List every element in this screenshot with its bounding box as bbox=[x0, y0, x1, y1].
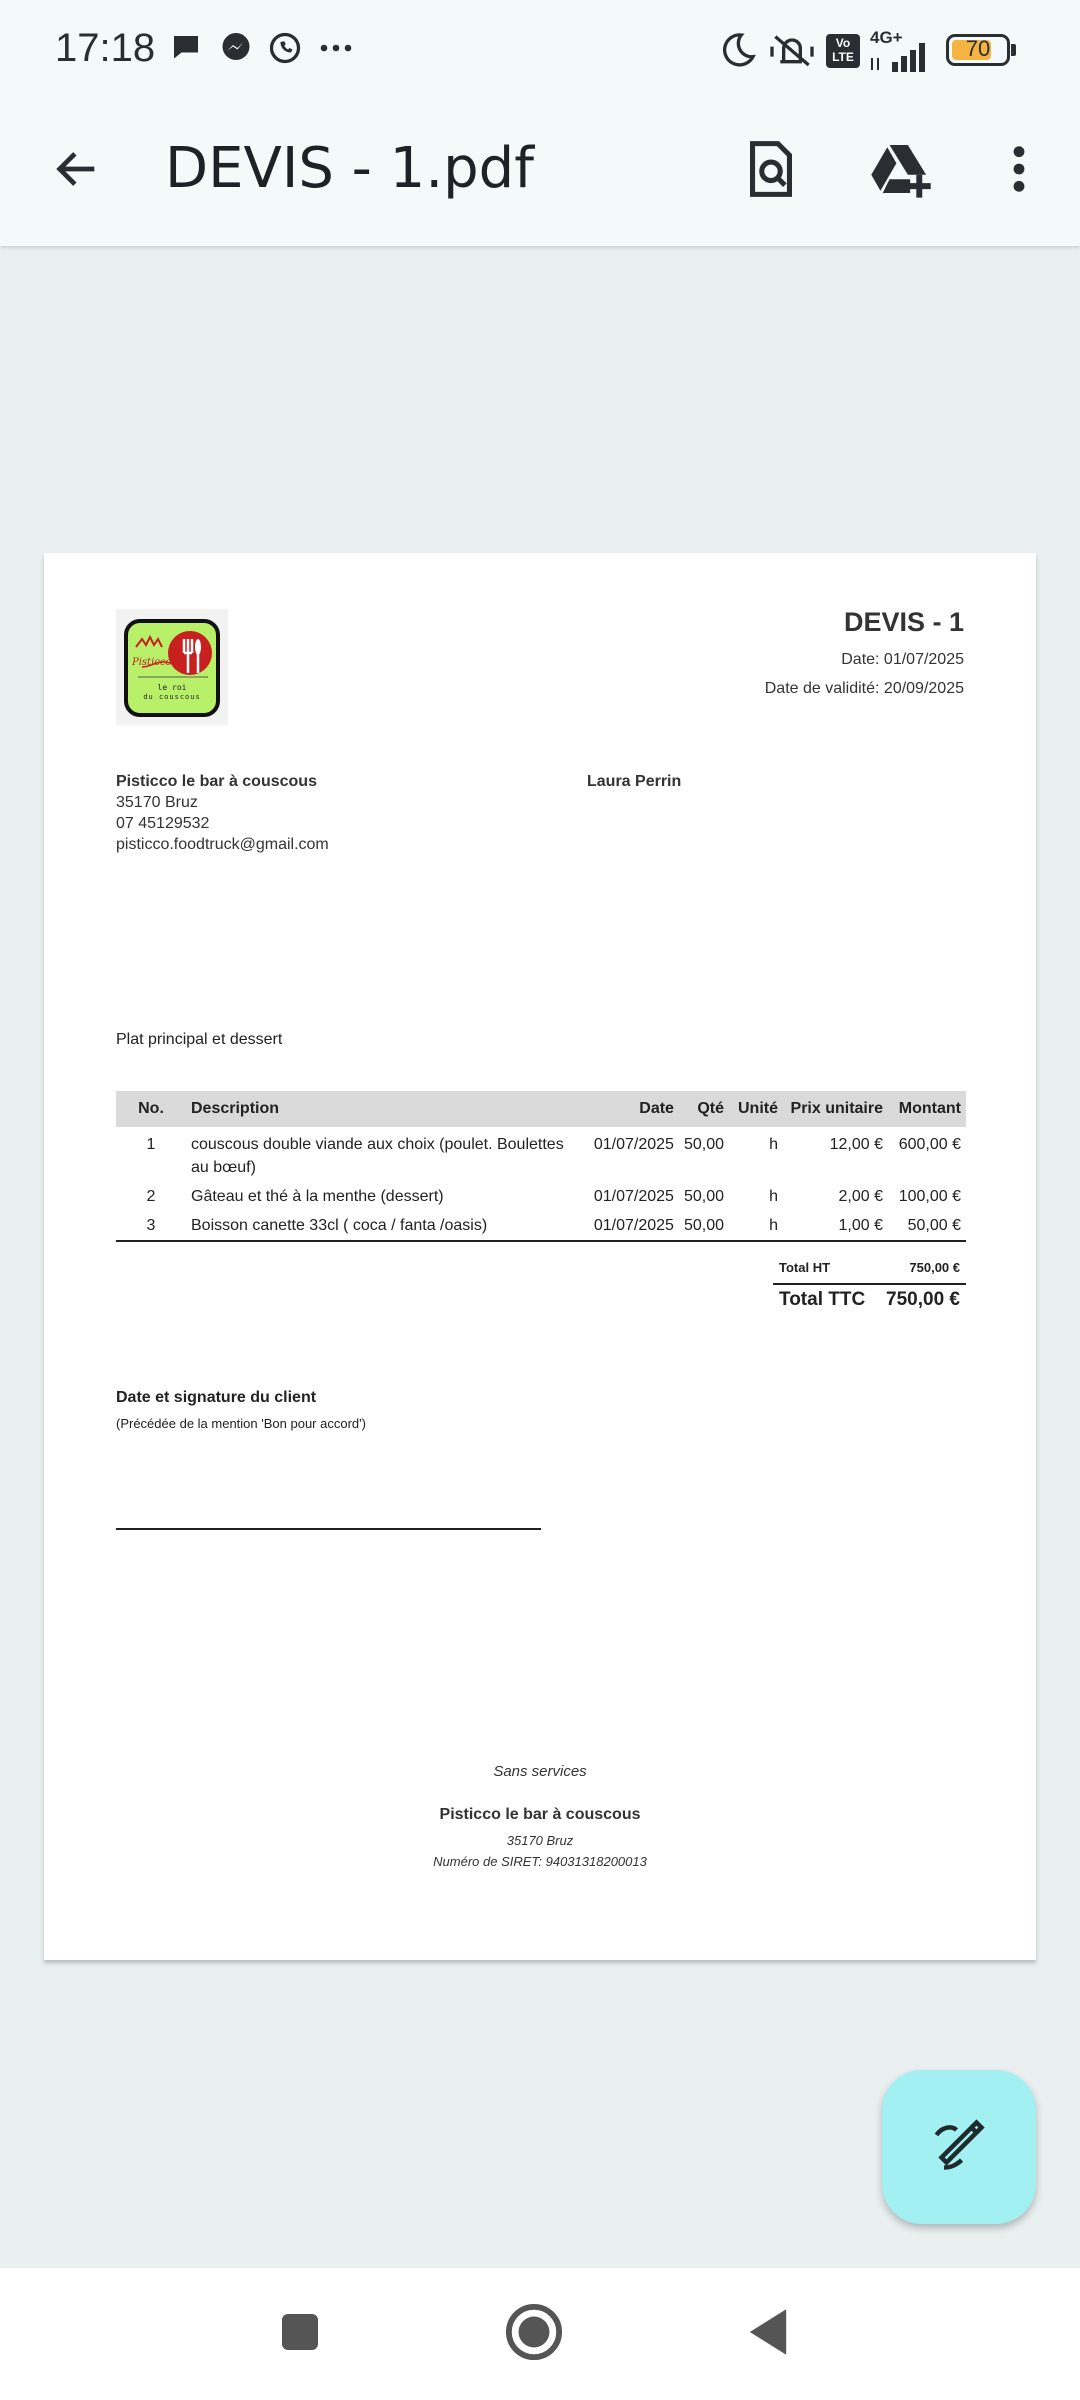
footer-note: Sans services bbox=[493, 1763, 587, 1780]
row-unit-price: 1,00 € bbox=[838, 1217, 883, 1234]
nav-back-button[interactable] bbox=[732, 2298, 804, 2370]
row-qty: 50,00 bbox=[683, 1217, 724, 1234]
seller-city: 35170 Bruz bbox=[116, 794, 198, 811]
row-amount: 100,00 € bbox=[898, 1188, 961, 1205]
col-amount: Montant bbox=[888, 1091, 966, 1127]
quote-subject: Plat principal et dessert bbox=[116, 1031, 283, 1048]
logo-caption-2: du couscous bbox=[143, 693, 201, 701]
footer-company: Pisticco le bar à couscous bbox=[439, 1806, 641, 1823]
items-table bbox=[116, 1091, 966, 1240]
signal-icon bbox=[868, 40, 934, 79]
row-description: Boisson canette 33cl ( coca / fanta /oasis) bbox=[191, 1217, 488, 1234]
network-type: 4G+ bbox=[870, 28, 903, 47]
home-icon bbox=[505, 2303, 563, 2366]
row-no: 1 bbox=[146, 1136, 156, 1153]
logo-script-text: Pisticco bbox=[132, 657, 172, 668]
battery-level: 70 bbox=[965, 36, 991, 61]
total-ht-label: Total HT bbox=[779, 1260, 831, 1275]
chat-bubble-icon bbox=[168, 30, 204, 71]
annotate-fab[interactable] bbox=[882, 2070, 1036, 2224]
total-ht-value: 750,00 € bbox=[909, 1260, 960, 1275]
col-unit: Unité bbox=[729, 1091, 783, 1127]
back-button[interactable] bbox=[44, 138, 110, 204]
row-date: 01/07/2025 bbox=[593, 1136, 674, 1153]
recent-apps-button[interactable] bbox=[264, 2298, 336, 2370]
quote-title: DEVIS - 1 bbox=[843, 607, 964, 637]
signature-line bbox=[116, 1528, 541, 1530]
pdf-page[interactable] bbox=[44, 553, 1036, 1960]
system-nav-bar bbox=[0, 2268, 1080, 2400]
row-unit-price: 12,00 € bbox=[829, 1136, 883, 1153]
row-unit: h bbox=[769, 1188, 778, 1205]
total-ttc-label: Total TTC bbox=[779, 1289, 866, 1310]
table-row bbox=[116, 1182, 966, 1211]
seller-name: Pisticco le bar à couscous bbox=[116, 773, 317, 790]
company-logo bbox=[116, 609, 228, 725]
table-row bbox=[116, 1127, 966, 1182]
row-unit-price: 2,00 € bbox=[838, 1188, 883, 1205]
quote-date: Date: 01/07/2025 bbox=[841, 651, 964, 668]
more-options-button[interactable] bbox=[986, 138, 1052, 204]
document-title: DEVIS - 1.pdf bbox=[165, 136, 534, 201]
save-to-drive-button[interactable] bbox=[868, 138, 934, 204]
vibrate-mute-icon bbox=[770, 30, 814, 75]
row-amount: 600,00 € bbox=[898, 1136, 961, 1153]
col-no: No. bbox=[116, 1091, 186, 1127]
signature-title: Date et signature du client bbox=[116, 1389, 317, 1406]
client-block bbox=[587, 771, 681, 792]
items-header-row bbox=[116, 1091, 966, 1127]
battery-icon bbox=[946, 34, 1010, 66]
drive-add-icon bbox=[869, 140, 933, 203]
row-amount: 50,00 € bbox=[907, 1217, 961, 1234]
home-button[interactable] bbox=[498, 2298, 570, 2370]
search-in-document-button[interactable] bbox=[738, 138, 804, 204]
footer-city: 35170 Bruz bbox=[506, 1833, 574, 1848]
more-dots-icon bbox=[318, 30, 354, 71]
row-unit: h bbox=[769, 1136, 778, 1153]
edit-pen-icon bbox=[929, 2115, 989, 2180]
seller-phone: 07 45129532 bbox=[116, 815, 210, 832]
back-arrow-icon bbox=[51, 143, 103, 200]
seller-block bbox=[116, 771, 329, 855]
row-qty: 50,00 bbox=[683, 1136, 724, 1153]
row-description: couscous double viande aux choix (poulet. Boulettes au bœuf) bbox=[191, 1136, 564, 1176]
totals-divider bbox=[773, 1283, 966, 1285]
status-time: 17:18 bbox=[55, 26, 156, 70]
col-unit-price: Prix unitaire bbox=[783, 1091, 888, 1127]
search-document-icon bbox=[743, 139, 799, 204]
row-date: 01/07/2025 bbox=[593, 1188, 674, 1205]
row-date: 01/07/2025 bbox=[593, 1217, 674, 1234]
footer-siret: Numéro de SIRET: 94031318200013 bbox=[433, 1854, 647, 1869]
row-description: Gâteau et thé à la menthe (dessert) bbox=[191, 1188, 444, 1205]
recent-apps-icon bbox=[280, 2312, 320, 2357]
row-qty: 50,00 bbox=[683, 1188, 724, 1205]
seller-email: pisticco.foodtruck@gmail.com bbox=[116, 836, 329, 853]
moon-icon bbox=[718, 30, 758, 75]
battery-tip bbox=[1011, 44, 1016, 56]
total-ttc-value: 750,00 € bbox=[886, 1289, 960, 1310]
row-no: 3 bbox=[146, 1217, 156, 1234]
col-description: Description bbox=[186, 1091, 589, 1127]
row-unit: h bbox=[769, 1217, 778, 1234]
logo-caption-1: le roi bbox=[157, 683, 187, 692]
client-name: Laura Perrin bbox=[587, 773, 682, 790]
table-row bbox=[116, 1211, 966, 1240]
col-date: Date bbox=[589, 1091, 679, 1127]
items-divider bbox=[116, 1240, 966, 1242]
quote-validity: Date de validité: 20/09/2025 bbox=[764, 680, 964, 697]
volte-icon: Vo LTE bbox=[826, 34, 860, 68]
row-no: 2 bbox=[146, 1188, 156, 1205]
top-bar bbox=[0, 0, 1080, 246]
signature-note: (Précédée de la mention 'Bon pour accord') bbox=[116, 1416, 366, 1431]
col-qty: Qté bbox=[679, 1091, 729, 1127]
messenger-icon bbox=[218, 30, 254, 71]
more-vert-icon bbox=[1007, 143, 1031, 200]
whatsapp-icon bbox=[267, 30, 303, 71]
back-icon bbox=[745, 2307, 791, 2362]
